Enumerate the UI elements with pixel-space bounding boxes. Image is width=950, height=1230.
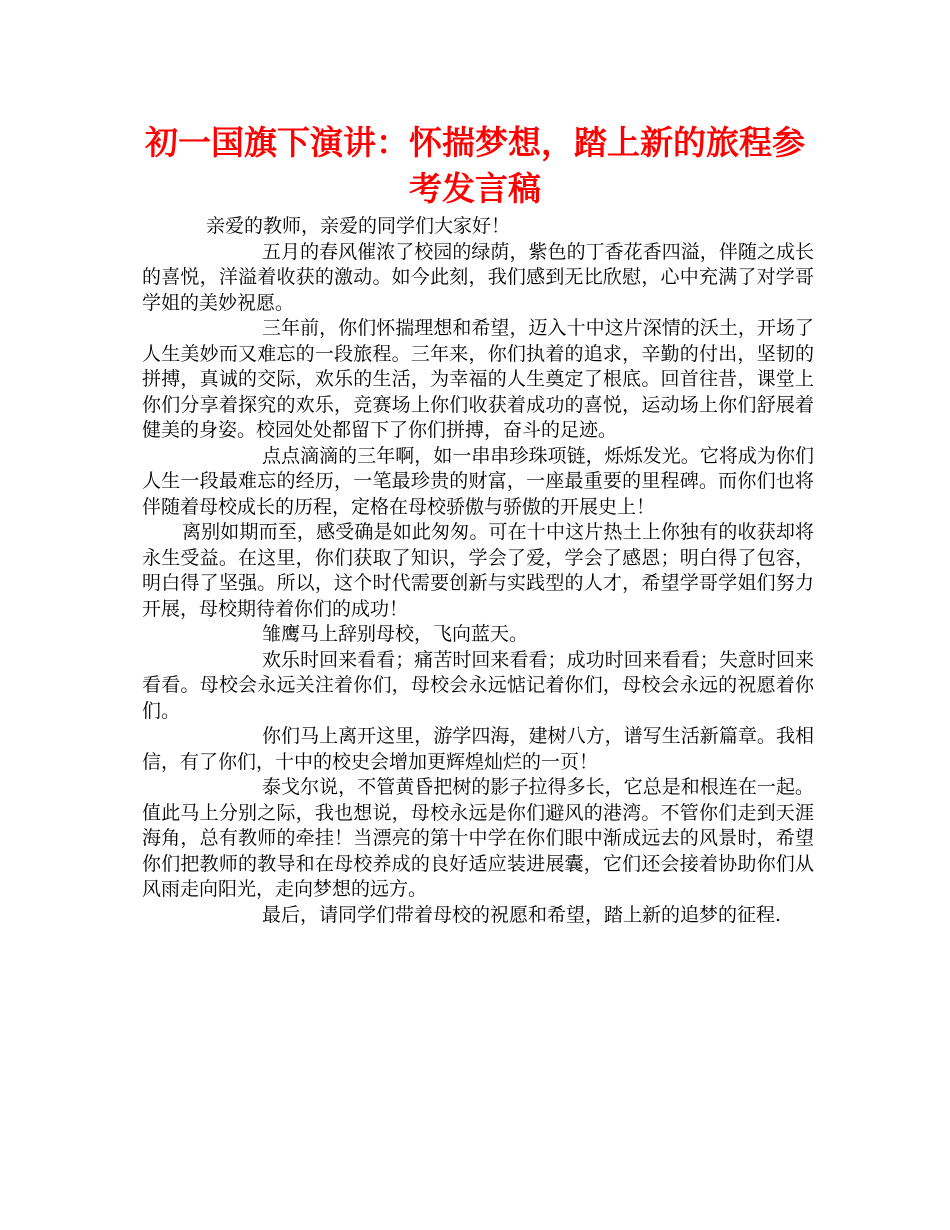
paragraph: 雏鹰马上辞别母校，飞向蓝天。	[262, 623, 529, 645]
greeting: 亲爱的教师，亲爱的同学们大家好！	[206, 215, 511, 237]
paragraph: 三年前，你们怀揣理想和希望，迈入十中这片深情的沃土，开场了人生美妙而又难忘的一段旅程。三年来，你们执着的追求，辛勤的付出，坚韧的拼搏，真诚的交际，欢乐的生活，为幸福的人生奠定了根底。回首往昔，课堂上你们分享着探究的欢乐，竞赛场上你们收获着成功的喜悦，运动场上你们舒展着健美的身姿。校园处处都留下了你们拼搏，奋斗的足迹。	[142, 317, 814, 441]
paragraph: 点点滴滴的三年啊，如一串串珍珠项链，烁烁发光。它将成为你们人生一段最难忘的经历，一笔最珍贵的财富，一座最重要的里程碑。而你们也将伴随着母校成长的历程，定格在母校骄傲与骄傲的开展史上！	[142, 444, 814, 518]
paragraph: 离别如期而至，感受确是如此匆匆。可在十中这片热土上你独有的收获却将永生受益。在这里，你们获取了知识，学会了爱，学会了感恩；明白得了包容，明白得了坚强。所以，这个时代需要创新与实践型的人才，希望学哥学姐们努力开展，母校期待着你们的成功！	[142, 521, 814, 620]
paragraph: 最后，请同学们带着母校的祝愿和希望，踏上新的追梦的征程.	[262, 903, 782, 926]
paragraph: 五月的春风催浓了校园的绿荫，紫色的丁香花香四溢，伴随之成长的喜悦，洋溢着收获的激动。如今此刻，我们感到无比欣慰，心中充满了对学哥学姐的美妙祝愿。	[142, 240, 814, 314]
document-body	[142, 214, 814, 928]
page-title: 初一国旗下演讲：怀揣梦想，踏上新的旅程参考发言稿	[145, 123, 805, 208]
paragraph: 欢乐时回来看看；痛苦时回来看看；成功时回来看看；失意时回来看看。母校会永远关注着你们，母校会永远惦记着你们，母校会永远的祝愿着你们。	[142, 648, 814, 722]
paragraph: 泰戈尔说，不管黄昏把树的影子拉得多长，它总是和根连在一起。值此马上分别之际，我也想说，母校永远是你们避风的港湾。不管你们走到天涯海角，总有教师的牵挂！当漂亮的第十中学在你们眼中渐成远去的风景时，希望你们把教师的教导和在母校养成的良好适应装进展囊，它们还会接着协助你们从风雨走向阳光，走向梦想的远方。	[142, 776, 814, 900]
paragraph: 你们马上离开这里，游学四海，建树八方，谱写生活新篇章。我相信，有了你们，十中的校史会增加更辉煌灿烂的一页！	[142, 725, 814, 773]
